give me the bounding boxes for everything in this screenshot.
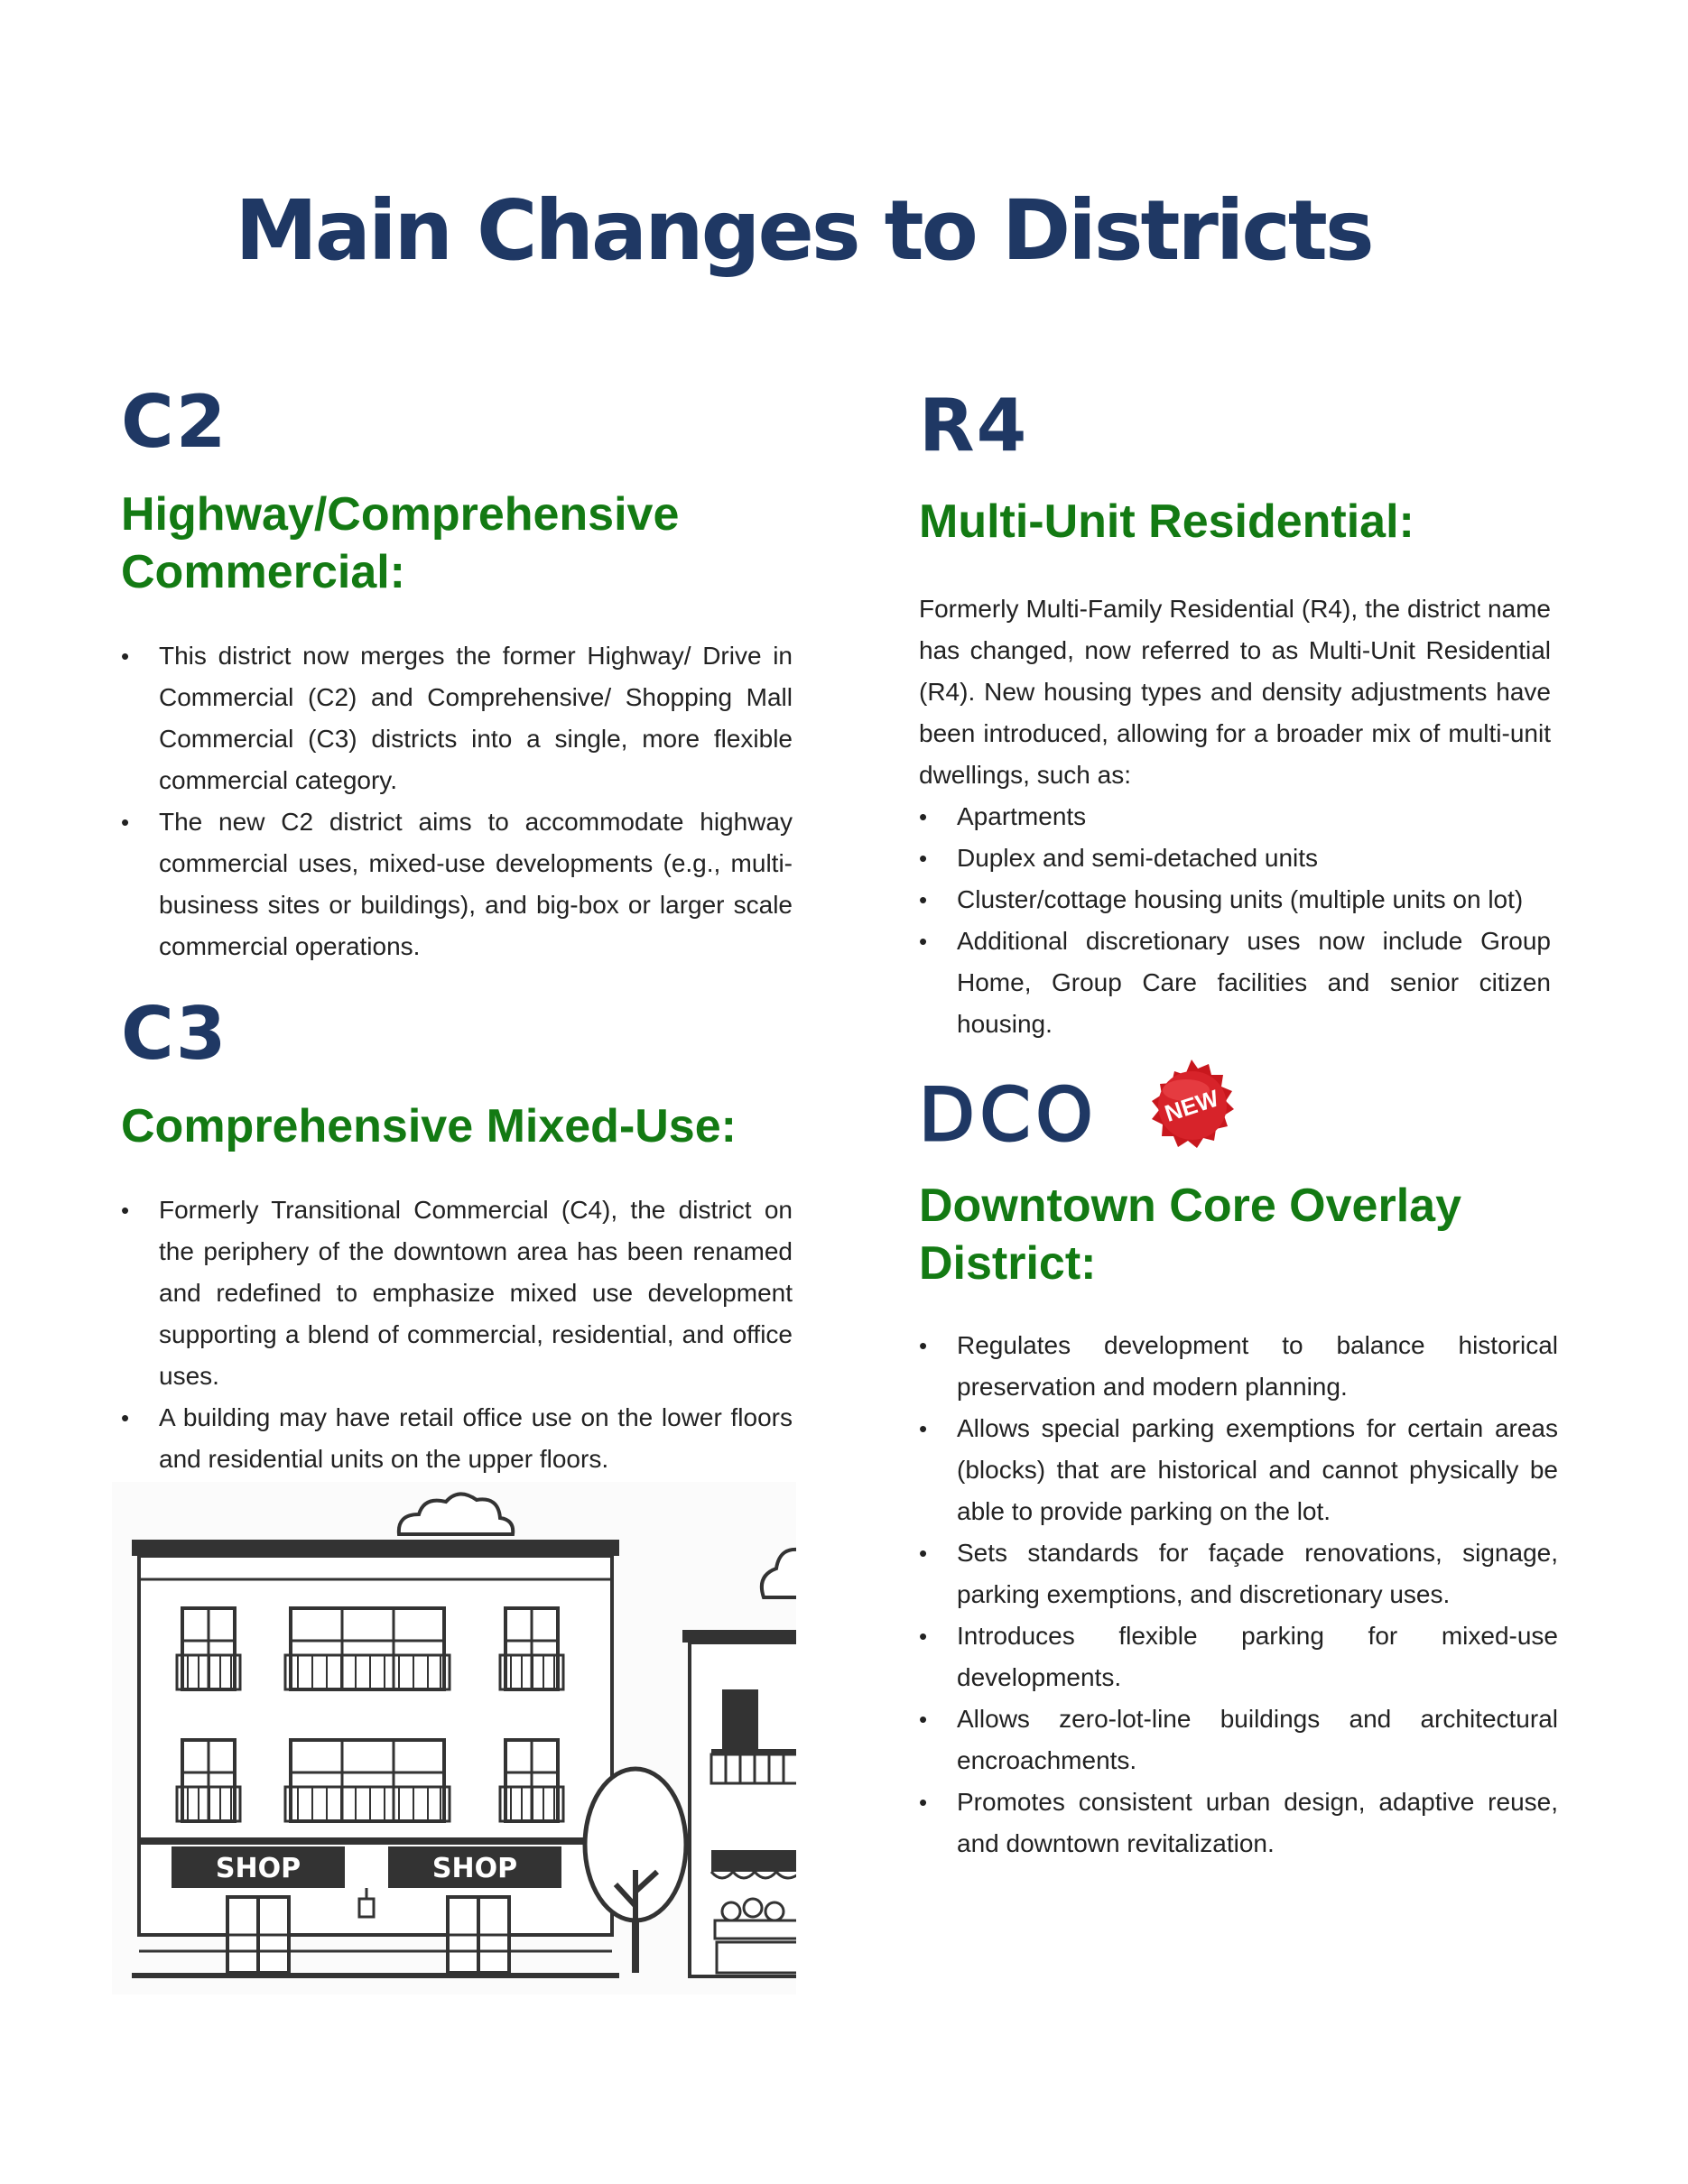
- dco-code: DCO: [919, 1073, 1099, 1157]
- list-item: • Promotes consistent urban design, adaptive reuse, and downtown revitalization.: [919, 1781, 1558, 1865]
- side-building: [682, 1630, 796, 1976]
- dco-section: [919, 1073, 1558, 1865]
- list-item: • Apartments: [919, 796, 1551, 838]
- list-item: • The new C2 district aims to accommodate highway commercial uses, mixed-use developments (e.g., multi-business sites or buildings), and big-box or larger scale commercial operations.: [121, 801, 793, 967]
- list-item: • Allows zero-lot-line buildings and architectural encroachments.: [919, 1698, 1558, 1781]
- r4-intro: Formerly Multi-Family Residential (R4), the district name has changed, now referred to as Multi-Unit Residential (R4). New housing types and density adjustments have been introduced, allowing for a broader mix of multi-unit dwellings, such as:: [919, 595, 1551, 789]
- storefront-illustration: [112, 1482, 796, 1994]
- c2-section: [121, 380, 807, 967]
- list-item: • This district now merges the former Highway/ Drive in Commercial (C2) and Comprehensive/ Shopping Mall Commercial (C3) districts into a single, more flexible commercial category.: [121, 635, 793, 801]
- dco-bullet-list: [919, 1325, 1558, 1865]
- dco-heading: [919, 1177, 1558, 1292]
- c3-code: C3: [121, 992, 228, 1076]
- c3-bullet-list: [121, 1189, 793, 1522]
- list-item: • Allows special parking exemptions for certain areas (blocks) that are historical and cannot physically be able to provide parking on the lot.: [919, 1408, 1558, 1532]
- list-item: • Formerly Transitional Commercial (C4), the district on the periphery of the downtown area has been renamed and redefined to emphasize mixed use development supporting a blend of commercial, residential, and office uses.: [121, 1189, 793, 1397]
- c2-bullet-list: [121, 635, 793, 967]
- shop-sign-label: SHOP: [431, 1853, 518, 1884]
- dco-heading-line1: Downtown Core Overlay: [919, 1180, 1461, 1232]
- c2-heading: [121, 486, 807, 601]
- main-building: [132, 1540, 619, 1978]
- c2-heading-line2: Commercial:: [121, 546, 405, 598]
- c2-code: C2: [121, 380, 228, 464]
- list-item: • Regulates development to balance historical preservation and modern planning.: [919, 1325, 1558, 1408]
- list-item: • A building may have retail office use on the lower floors and residential units on the upper floors.: [121, 1397, 793, 1480]
- shop-sign-label: SHOP: [215, 1853, 301, 1884]
- c3-heading: Comprehensive Mixed-Use:: [121, 1100, 737, 1152]
- badge-label: NEW: [1161, 1084, 1222, 1127]
- r4-section: [919, 384, 1551, 1045]
- list-item: • Duplex and semi-detached units: [919, 838, 1551, 879]
- c2-heading-line1: Highway/Comprehensive: [121, 488, 680, 541]
- r4-heading: Multi-Unit Residential:: [919, 495, 1414, 548]
- list-item: • Introduces flexible parking for mixed-use developments.: [919, 1615, 1558, 1698]
- dco-heading-line2: District:: [919, 1237, 1097, 1290]
- r4-bullet-list: [919, 796, 1551, 1045]
- list-item: • Cluster/cottage housing units (multiple units on lot): [919, 879, 1551, 921]
- c3-section: [121, 992, 807, 1522]
- new-badge: [1141, 1056, 1242, 1157]
- list-item: • Additional discretionary uses now include Group Home, Group Care facilities and senior citizen housing.: [919, 921, 1551, 1045]
- list-item: • Sets standards for façade renovations, signage, parking exemptions, and discretionary uses.: [919, 1532, 1558, 1615]
- page-title: Main Changes to Districts: [235, 182, 1372, 279]
- r4-code: R4: [919, 384, 1029, 467]
